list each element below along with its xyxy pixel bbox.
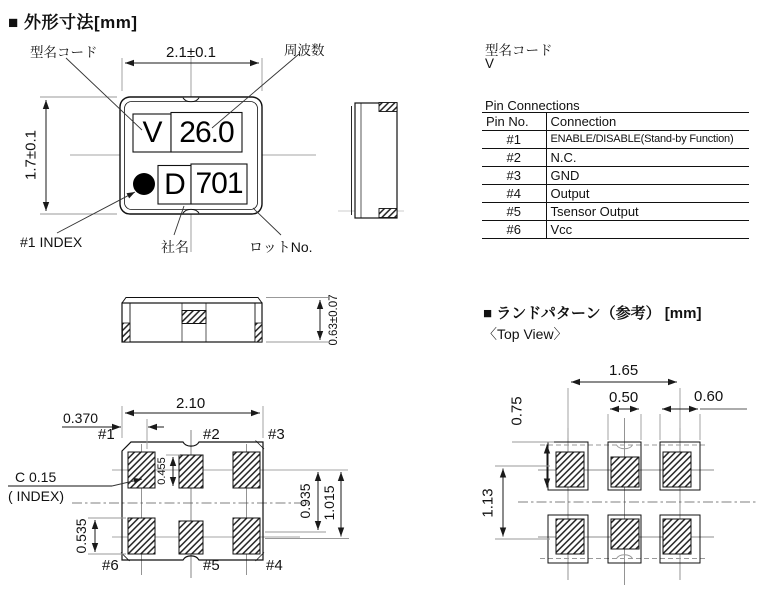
pad-5 bbox=[179, 521, 203, 554]
pad-3 bbox=[233, 452, 260, 488]
land-pattern-subtitle: 〈Top View〉 bbox=[483, 326, 568, 342]
pin-row-5 bbox=[482, 203, 749, 221]
land-pattern-drawing bbox=[495, 382, 756, 585]
footprint-pin5-label: #5 bbox=[203, 557, 220, 574]
pin-connection-2: N.C. bbox=[546, 149, 749, 167]
dim-land-outer-width: 0.60 bbox=[694, 388, 724, 405]
leader-index bbox=[57, 192, 135, 233]
leader-lot bbox=[253, 208, 281, 235]
label-model-code: 型名コード bbox=[30, 45, 98, 60]
label-company: 社名 bbox=[161, 239, 189, 255]
package-top-view bbox=[40, 54, 316, 252]
pad-6 bbox=[128, 518, 155, 554]
pin-connections-title: Pin Connections bbox=[485, 98, 580, 113]
pin-connection-5: Tsensor Output bbox=[546, 203, 749, 221]
dim-land-pad-height: 0.75 bbox=[508, 396, 526, 426]
footprint-pin6-label: #6 bbox=[102, 557, 119, 574]
pin-connection-1: ENABLE/DISABLE(Stand-by Function) bbox=[546, 131, 749, 149]
dim-package-height: 1.7±0.1 bbox=[22, 130, 40, 180]
footprint-pin3-label: #3 bbox=[268, 426, 285, 443]
pin-row-3 bbox=[482, 167, 749, 185]
pin-row-4 bbox=[482, 185, 749, 203]
page-title: ■ 外形寸法[mm] bbox=[8, 13, 138, 32]
pin-row-6 bbox=[482, 221, 749, 239]
pin-connections-section bbox=[482, 112, 749, 239]
dim-land-span: 1.65 bbox=[609, 362, 639, 379]
dim-pad-height: 0.455 bbox=[156, 457, 168, 485]
pin-no-1: #1 bbox=[482, 131, 546, 149]
pad-4 bbox=[233, 518, 260, 554]
pin-row-1 bbox=[482, 131, 749, 149]
pin-no-4: #4 bbox=[482, 185, 546, 203]
package-side-view-right bbox=[338, 103, 404, 219]
land-pads bbox=[556, 452, 691, 554]
dim-chamfer-note: ( INDEX) bbox=[8, 488, 64, 504]
pin-row-2 bbox=[482, 149, 749, 167]
connection-col-header: Connection bbox=[546, 113, 749, 131]
pad-1 bbox=[128, 452, 155, 488]
pin-connection-3: GND bbox=[546, 167, 749, 185]
pin-connection-6: Vcc bbox=[546, 221, 749, 239]
dim-row-inner: 0.935 bbox=[297, 483, 313, 519]
label-frequency: 周波数 bbox=[284, 43, 325, 58]
package-side-view-bottom bbox=[122, 298, 328, 343]
marking-frequency: 26.0 bbox=[179, 116, 234, 149]
pin-no-6: #6 bbox=[482, 221, 546, 239]
pin-no-3: #3 bbox=[482, 167, 546, 185]
pin-no-5: #5 bbox=[482, 203, 546, 221]
marking-model-code: V bbox=[142, 116, 162, 149]
dim-row-outer: 1.015 bbox=[321, 485, 337, 521]
footprint-pin1-label: #1 bbox=[98, 426, 115, 443]
dim-chamfer: C 0.15 bbox=[15, 469, 57, 485]
marking-company: D bbox=[164, 168, 185, 201]
label-pin1-index: #1 INDEX bbox=[20, 234, 83, 250]
land-pattern-title: ■ ランドパターン（参考） [mm] bbox=[483, 305, 702, 322]
pad-2 bbox=[179, 455, 203, 488]
dim-package-thickness: 0.63±0.07 bbox=[328, 294, 340, 346]
dim-land-row-pitch: 1.13 bbox=[479, 488, 497, 518]
pin-connection-4: Output bbox=[546, 185, 749, 203]
marking-lot: 701 bbox=[195, 167, 243, 200]
dim-package-width: 2.1±0.1 bbox=[166, 44, 216, 61]
dim-pad-offset: 0.370 bbox=[63, 410, 99, 426]
footprint-pin2-label: #2 bbox=[203, 426, 220, 443]
dim-bottom-pad: 0.535 bbox=[73, 518, 89, 554]
model-code-label: 型名コード bbox=[485, 43, 553, 58]
model-code-value: V bbox=[485, 56, 495, 71]
dim-land-center-width: 0.50 bbox=[609, 389, 639, 406]
pin-connections-table bbox=[482, 112, 749, 239]
pin-col-header: Pin No. bbox=[482, 113, 546, 131]
label-lot-no: ロットNo. bbox=[249, 239, 313, 255]
pin-no-2: #2 bbox=[482, 149, 546, 167]
footprint-pin4-label: #4 bbox=[266, 557, 283, 574]
pin1-index-dot bbox=[133, 173, 155, 195]
dim-footprint-width: 2.10 bbox=[176, 395, 206, 412]
pin-table-header-row bbox=[482, 113, 749, 131]
leader-model-code bbox=[66, 58, 142, 130]
